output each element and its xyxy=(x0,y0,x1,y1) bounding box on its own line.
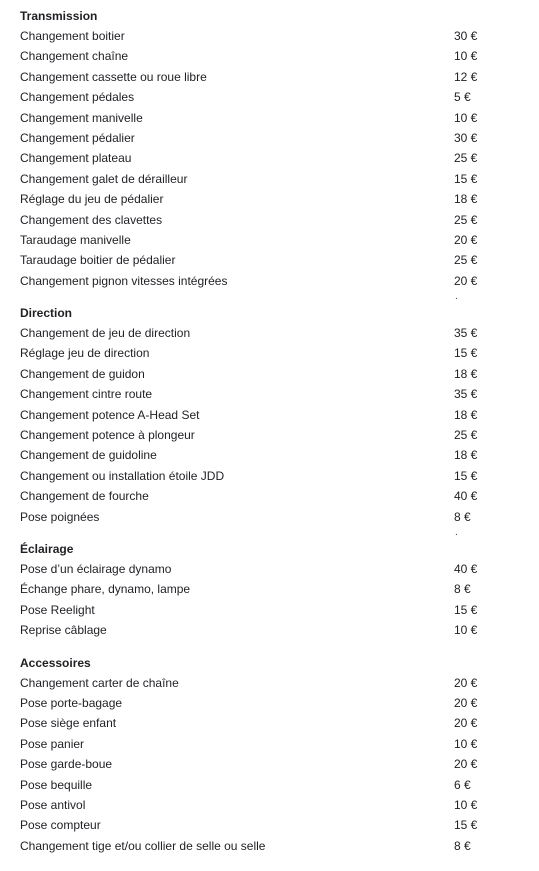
service-label: Changement des clavettes xyxy=(20,212,163,227)
price-row xyxy=(20,46,490,66)
service-label: Pose bequille xyxy=(20,777,93,792)
service-price: 35 € xyxy=(454,387,478,402)
service-price: 20 € xyxy=(454,675,478,690)
service-price: 40 € xyxy=(454,489,478,504)
price-row xyxy=(20,87,490,107)
price-row xyxy=(20,600,490,620)
service-label: Pose porte-bagage xyxy=(20,695,123,710)
service-label: Pose antivol xyxy=(20,797,86,812)
service-price: 15 € xyxy=(454,171,478,186)
service-label: Changement de jeu de direction xyxy=(20,326,191,341)
price-row xyxy=(20,67,490,87)
price-row xyxy=(20,230,490,250)
service-label: Pose Reelight xyxy=(20,602,95,617)
service-label: Réglage du jeu de pédalier xyxy=(20,192,164,207)
service-label: Reprise câblage xyxy=(20,623,107,638)
service-price: 10 € xyxy=(454,623,478,638)
service-label: Changement de fourche xyxy=(20,489,149,504)
service-price: 15 € xyxy=(454,602,478,617)
section-spacer xyxy=(20,527,490,539)
service-label: Changement boitier xyxy=(20,29,125,43)
price-row xyxy=(20,108,490,128)
service-price: 25 € xyxy=(454,212,478,227)
section-eclairage xyxy=(20,539,490,641)
service-price: 20 € xyxy=(454,695,478,710)
service-label: Réglage jeu de direction xyxy=(20,346,150,361)
price-row xyxy=(20,836,490,856)
price-row xyxy=(20,775,490,795)
service-price: 25 € xyxy=(454,151,478,166)
service-label: Échange phare, dynamo, lampe xyxy=(20,582,191,597)
service-price: 6 € xyxy=(454,777,471,792)
price-row xyxy=(20,445,490,465)
service-label: Changement carter de chaîne xyxy=(20,675,179,690)
service-label: Changement pédalier xyxy=(20,130,135,145)
service-price: 15 € xyxy=(454,818,478,833)
service-label: Changement de guidon xyxy=(20,366,145,381)
service-label: Changement pignon vitesses intégrées xyxy=(20,273,228,288)
price-row xyxy=(20,250,490,270)
price-row xyxy=(20,466,490,486)
service-price: 10 € xyxy=(454,110,478,125)
price-row xyxy=(20,486,490,506)
service-label: Pose garde-boue xyxy=(20,757,113,772)
service-price: 25 € xyxy=(454,428,478,443)
price-row xyxy=(20,713,490,733)
price-row xyxy=(20,754,490,774)
stray-dot-mark: . xyxy=(455,291,458,303)
price-row xyxy=(20,620,490,640)
price-row xyxy=(20,673,490,693)
service-price: 8 € xyxy=(454,582,471,597)
service-label: Changement chaîne xyxy=(20,49,129,64)
section-spacer xyxy=(20,291,490,303)
section-accessoires xyxy=(20,653,490,857)
price-row xyxy=(20,26,490,46)
section-title: Éclairage xyxy=(20,541,74,556)
service-label: Pose poignées xyxy=(20,509,100,524)
service-label: Taraudage manivelle xyxy=(20,232,131,247)
service-price: 20 € xyxy=(454,273,478,288)
price-row xyxy=(20,693,490,713)
service-label: Pose siège enfant xyxy=(20,716,117,731)
price-row xyxy=(20,559,490,579)
service-label: Changement galet de dérailleur xyxy=(20,171,188,186)
service-label: Changement cintre route xyxy=(20,387,153,402)
service-price: 20 € xyxy=(454,716,478,731)
price-row xyxy=(20,734,490,754)
service-price: 15 € xyxy=(454,468,478,483)
service-label: Changement manivelle xyxy=(20,110,143,125)
service-label: Pose compteur xyxy=(20,818,101,833)
price-list xyxy=(20,6,490,856)
price-row xyxy=(20,271,490,291)
service-price: 10 € xyxy=(454,49,478,64)
price-row xyxy=(20,189,490,209)
stray-dot-mark: . xyxy=(455,526,458,538)
service-price: 8 € xyxy=(454,838,471,853)
service-label: Changement ou installation étoile JDD xyxy=(20,468,225,483)
service-label: Changement potence A-Head Set xyxy=(20,407,200,422)
price-row xyxy=(20,795,490,815)
price-row xyxy=(20,364,490,384)
price-row xyxy=(20,210,490,230)
price-row xyxy=(20,148,490,168)
price-row xyxy=(20,579,490,599)
price-row xyxy=(20,343,490,363)
price-row xyxy=(20,405,490,425)
price-row xyxy=(20,425,490,445)
service-label: Taraudage boitier de pédalier xyxy=(20,253,176,268)
service-label: Changement potence à plongeur xyxy=(20,428,195,443)
service-price: 18 € xyxy=(454,448,478,463)
service-price: 30 € xyxy=(454,130,478,145)
service-label: Pose panier xyxy=(20,736,85,751)
service-price: 12 € xyxy=(454,69,478,84)
service-price: 8 € xyxy=(454,509,471,524)
service-label: Changement de guidoline xyxy=(20,448,157,463)
price-row xyxy=(20,323,490,343)
service-price: 10 € xyxy=(454,736,478,751)
price-row xyxy=(20,507,490,527)
service-price: 25 € xyxy=(454,253,478,268)
service-label: Changement cassette ou roue libre xyxy=(20,69,207,84)
price-row xyxy=(20,384,490,404)
service-price: 35 € xyxy=(454,326,478,341)
price-row xyxy=(20,815,490,835)
service-label: Pose d’un éclairage dynamo xyxy=(20,561,172,576)
service-label: Changement plateau xyxy=(20,151,132,166)
section-direction xyxy=(20,303,490,527)
price-row xyxy=(20,128,490,148)
section-title: Accessoires xyxy=(20,655,91,670)
service-label: Changement tige et/ou collier de selle ou selle xyxy=(20,838,266,853)
service-price: 5 € xyxy=(454,90,471,105)
service-price: 30 € xyxy=(454,29,478,43)
service-price: 10 € xyxy=(454,797,478,812)
section-spacer xyxy=(20,641,490,653)
section-title: Transmission xyxy=(20,9,98,23)
price-row xyxy=(20,169,490,189)
service-label: Changement pédales xyxy=(20,90,135,105)
service-price: 15 € xyxy=(454,346,478,361)
service-price: 18 € xyxy=(454,407,478,422)
service-price: 18 € xyxy=(454,366,478,381)
service-price: 20 € xyxy=(454,232,478,247)
service-price: 40 € xyxy=(454,561,478,576)
section-title: Direction xyxy=(20,306,73,321)
section-transmission xyxy=(20,6,490,291)
service-price: 18 € xyxy=(454,192,478,207)
service-price: 20 € xyxy=(454,757,478,772)
